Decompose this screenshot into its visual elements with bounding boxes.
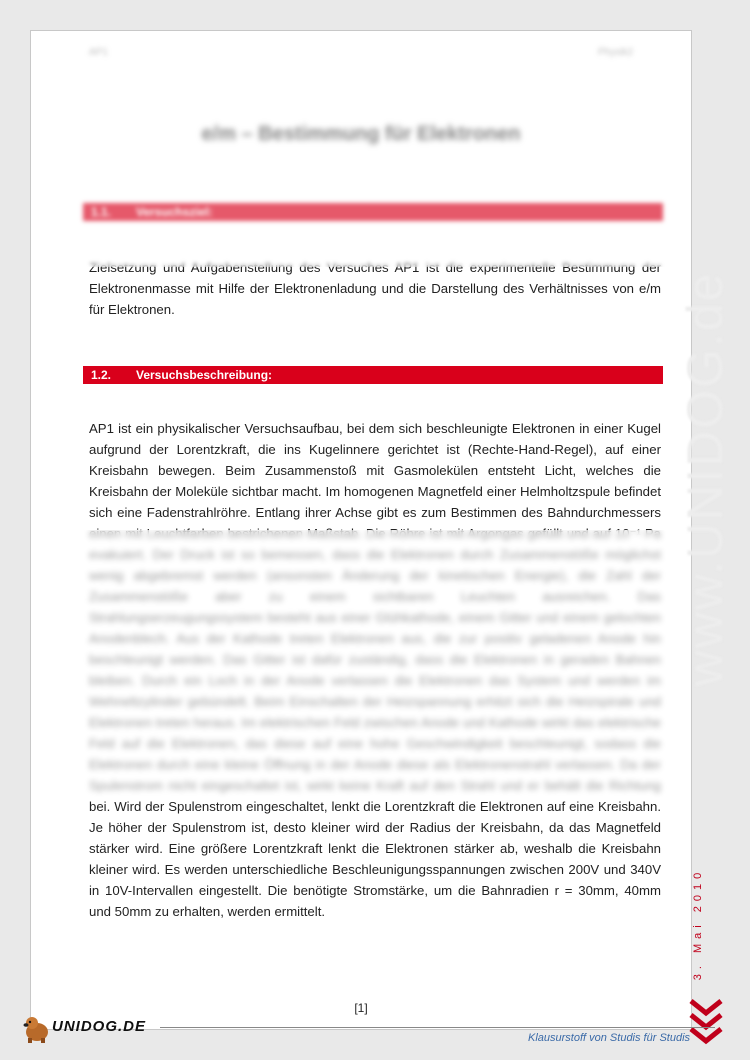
section-title-1: Versuchsziel: <box>136 205 213 219</box>
chevron-down-icon <box>688 997 724 1049</box>
section-text-2: AP1 ist ein physikalischer Versuchsaufbau, bei dem sich beschleunigte Elektronen in einer Kugel aufgrund der Lorentzkraft, die ins Kugelinnere gerichtet ist (Rechte-Hand-Regel), auf einer Kreisbahn bewegen. Beim Zusammenstoß mit Gasmolekülen entsteht Licht, welches die Kreisbahn der Moleküle sichtbar macht. Im homogenen Magnetfeld einer Helmholtzspule befindet sich eine Fadenstrahlröhre. Entlang ihrer Achse gibt es zum Bestimmen des Bahndurchmessers bei. Wird der Spulenstrom eingeschaltet, lenkt die Lorentzkraft die Elektronen auf eine Kreisbahn. Je höher der Spulenstrom ist, desto kleiner wird der Radius der Kreisbahn, da das Magnetfeld stärker wird. Eine größere Lorentzkraft lenkt die Elektronen stärker ab, weshalb die Kreisbahn kleiner wird. Es werden unterschiedliche Beschleunigungsspannungen zwischen 200V und 340V in 10V-Intervallen eingestellt. Die benötigte Stromstärke, um die Bahnradien r = 30mm, 40mm und 50mm zu erhalten, werden ermittelt. <box>89 421 661 919</box>
blur-overlay-middle <box>31 530 691 798</box>
section-heading-2 <box>83 366 663 384</box>
footer-divider <box>160 1027 715 1028</box>
header-right: Physik2 <box>597 47 633 58</box>
header-left: AP1 <box>89 47 108 58</box>
section-number-1: 1.1. <box>91 205 112 219</box>
side-date-text: 3. Mai 2010 <box>692 867 704 981</box>
watermark-text: www.UNIDOG.de <box>677 271 733 687</box>
page-number: [1] <box>354 1001 368 1015</box>
section-text-1: Zielsetzung und Aufgabenstellung des Versuches AP1 ist die experimentelle Bestimmung der Elektronenmasse mit Hilfe der Elektronenladung und die Darstellung des Verhältnisses von e/m für Elektronen. <box>89 260 661 317</box>
footer-slogan: Klausurstoff von Studis für Studis <box>528 1032 691 1044</box>
logo-text: UNIDOG.DE <box>52 1018 147 1035</box>
document-title: e/m – Bestimmung für Elektronen <box>201 123 521 145</box>
section-title-2: Versuchsbeschreibung: <box>136 368 273 382</box>
document-page <box>30 30 692 1030</box>
section-number-2: 1.2. <box>91 368 112 382</box>
dog-icon <box>22 1014 52 1044</box>
blur-overlay-top <box>31 31 691 267</box>
unidog-logo[interactable] <box>22 1014 157 1046</box>
